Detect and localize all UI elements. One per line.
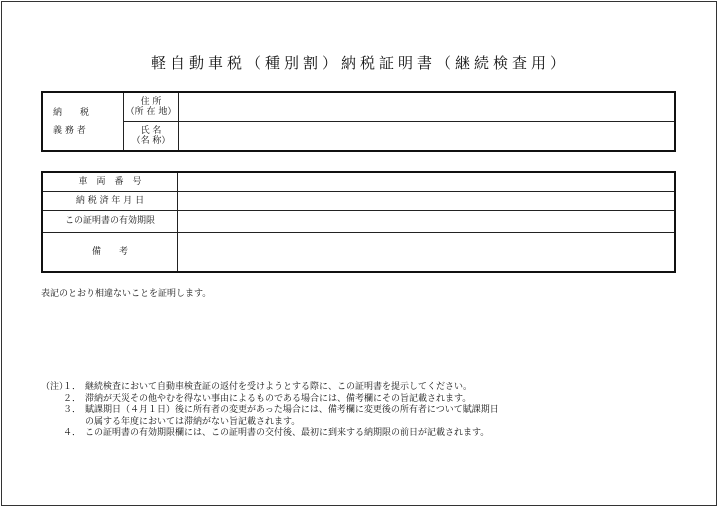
address-label-2: （所 在 地） [125, 106, 177, 117]
note-number: ３． [62, 405, 81, 415]
notes-prefix: （注） [41, 382, 69, 392]
details-table [41, 171, 676, 273]
address-label-cell [124, 92, 179, 121]
remarks-label: 備 考 [42, 232, 178, 272]
vehicle-number-value[interactable] [178, 172, 676, 191]
address-value-cell[interactable] [179, 92, 676, 121]
validity-value[interactable] [178, 211, 676, 232]
note-item-continuation [41, 417, 499, 429]
note-item [41, 405, 499, 417]
note-text: の属する年度においては滞納がない旨記載されます。 [85, 416, 301, 427]
note-number: ４． [62, 428, 81, 438]
taxpayer-label-top: 納 税 [53, 107, 90, 118]
note-text: 継続検査において自動車検査証の返付を受けようとする際に、この証明書を提示してください。 [85, 382, 473, 392]
paid-date-label: 納 税 済 年 月 日 [42, 191, 178, 210]
notes-section [41, 382, 499, 440]
name-value-cell[interactable] [179, 121, 676, 151]
note-item [41, 394, 499, 406]
note-number: ２． [62, 393, 81, 404]
note-number [61, 417, 85, 429]
validity-label: この証明書の有効期限 [42, 211, 178, 232]
certification-statement: 表記のとおり相違ないことを証明します。 [41, 289, 212, 299]
taxpayer-table [41, 91, 676, 152]
address-label-1: 住 所 [140, 96, 162, 107]
note-item [41, 382, 499, 394]
page-title: 軽自動車税（種別割）納税証明書（継続検査用） [150, 54, 569, 72]
note-text: 滞納が天災その他やむを得ない事由によるものである場合には、備考欄にその旨記載されます。 [85, 393, 472, 404]
taxpayer-label-bottom: 義 務 者 [53, 125, 86, 136]
name-label-cell [124, 121, 179, 151]
remarks-value[interactable] [178, 232, 676, 272]
paid-date-value[interactable] [178, 191, 676, 210]
note-text: 賦課期日（４月１日）後に所有者の変更があった場合には、備考欄に変更後の所有者について賦課期日 [85, 405, 499, 415]
note-number: １． [62, 382, 81, 392]
name-label-2: （名 称） [131, 135, 171, 146]
note-item [41, 428, 499, 440]
taxpayer-label-cell [42, 92, 124, 151]
note-text: この証明書の有効期限欄には、この証明書の交付後、最初に到来する納期限の前日が記載されます。 [85, 428, 490, 438]
name-label-1: 氏 名 [140, 125, 162, 136]
vehicle-number-label: 車 両 番 号 [42, 172, 178, 191]
